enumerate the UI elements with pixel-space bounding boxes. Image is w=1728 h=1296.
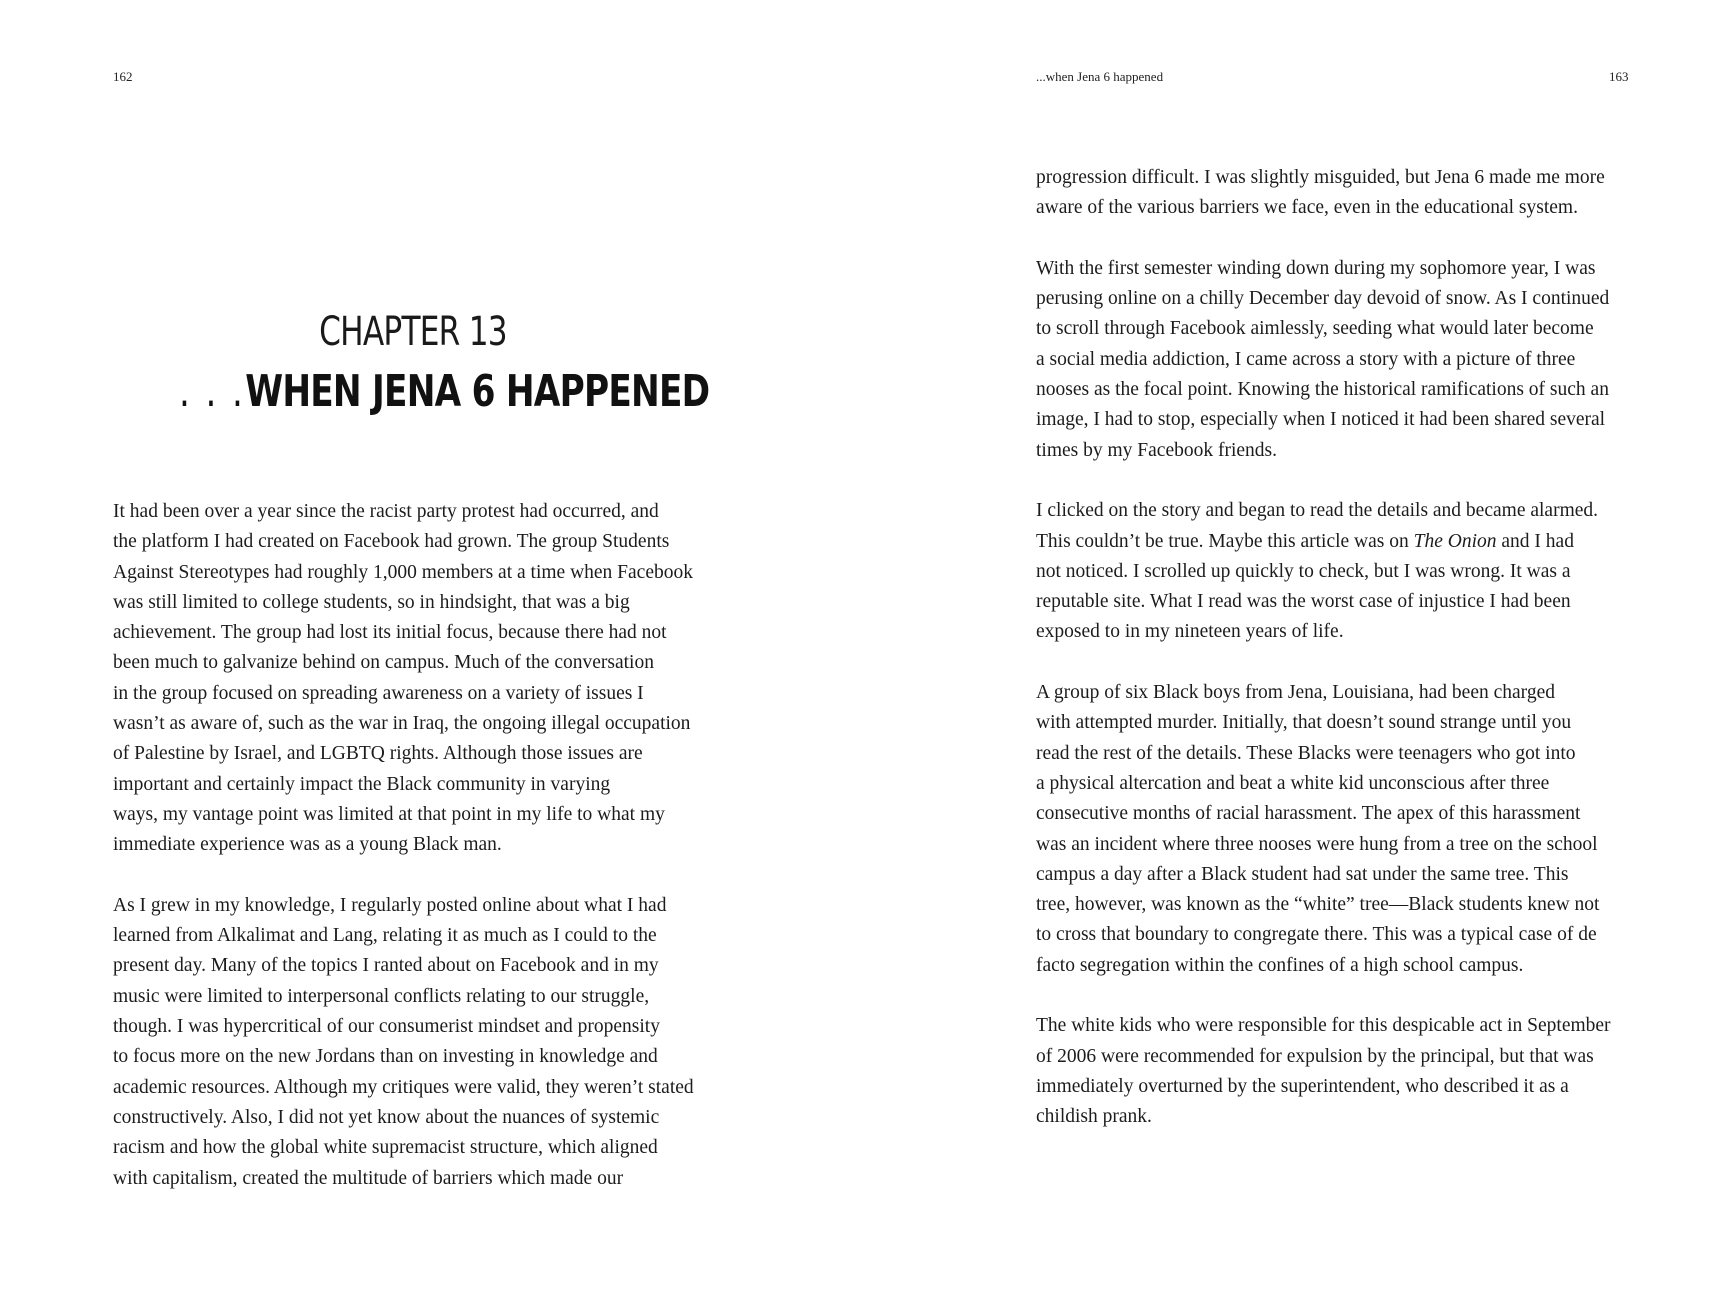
text-line: ways, my vantage point was limited at that point in my life to what my (113, 803, 665, 825)
text-line: was an incident where three nooses were hung from a tree on the school (1036, 833, 1598, 855)
text-line: of Palestine by Israel, and LGBTQ rights. Although those issues are (113, 743, 643, 765)
text-line: childish prank. (1036, 1106, 1152, 1128)
text-line: perusing online on a chilly December day devoid of snow. As I continued (1036, 288, 1610, 310)
paragraph (113, 497, 723, 861)
text-line: As I grew in my knowledge, I regularly posted online about what I had (113, 894, 667, 916)
publication-title: The Onion (1413, 530, 1497, 552)
running-head: ...when Jena 6 happened (1036, 69, 1164, 84)
text-line: A group of six Black boys from Jena, Louisiana, had been charged (1036, 682, 1555, 704)
text-line: with attempted murder. Initially, that doesn’t sound strange until you (1036, 712, 1572, 734)
paragraph (1036, 496, 1646, 647)
text-line: It had been over a year since the racist party protest had occurred, and (113, 501, 659, 522)
text-line: been much to galvanize behind on campus. Much of the conversation (113, 652, 654, 674)
chapter-title-ellipsis: . . . (179, 366, 246, 417)
paragraph (1036, 163, 1646, 224)
text-line: tree, however, was known as the “white” tree—Black students knew not (1036, 894, 1600, 916)
text-line: a social media addiction, I came across a story with a picture of three (1036, 348, 1576, 370)
text-line (1036, 527, 1646, 557)
chapter-title (179, 364, 710, 420)
text-line: With the first semester winding down during my sophomore year, I was (1036, 257, 1596, 279)
text-line: in the group focused on spreading awareness on a variety of issues I (113, 682, 644, 704)
text-line: facto segregation within the confines of a high school campus. (1036, 954, 1524, 976)
left-body-text (113, 497, 723, 1224)
paragraph (113, 891, 723, 1194)
text-line: a physical altercation and beat a white kid unconscious after three (1036, 772, 1550, 794)
text-line: image, I had to stop, especially when I noticed it had been shared several (1036, 409, 1606, 431)
text-line: progression difficult. I was slightly misguided, but Jena 6 made me more (1036, 167, 1605, 188)
text-line: campus a day after a Black student had sat under the same tree. This (1036, 863, 1569, 885)
paragraph (1036, 254, 1646, 466)
text-line: academic resources. Although my critiques were valid, they weren’t stated (113, 1076, 694, 1098)
text-line: important and certainly impact the Black community in varying (113, 773, 611, 795)
text-segment: and I had (1496, 530, 1574, 552)
text-line: though. I was hypercritical of our consumerist mindset and propensity (113, 1016, 660, 1038)
paragraph (1036, 1011, 1646, 1132)
chapter-label: CHAPTER 13 (319, 309, 507, 355)
text-line: wasn’t as aware of, such as the war in Iraq, the ongoing illegal occupation (113, 713, 691, 735)
text-line: not noticed. I scrolled up quickly to check, but I was wrong. It was a (1036, 560, 1571, 582)
page-number-right: 163 (1609, 69, 1629, 84)
text-line: was still limited to college students, so in hindsight, that was a big (113, 591, 630, 613)
text-line: aware of the various barriers we face, even in the educational system. (1036, 197, 1578, 219)
text-line: I clicked on the story and began to read the details and became alarmed. (1036, 500, 1599, 522)
chapter-title-text: WHEN JENA 6 HAPPENED (245, 366, 710, 417)
text-line: to cross that boundary to congregate there. This was a typical case of de (1036, 924, 1597, 946)
text-line: immediate experience was as a young Black man. (113, 834, 502, 856)
text-line: present day. Many of the topics I ranted about on Facebook and in my (113, 955, 659, 977)
text-line: to focus more on the new Jordans than on investing in knowledge and (113, 1046, 658, 1068)
right-body-text (1036, 163, 1646, 1163)
text-line: nooses as the focal point. Knowing the historical ramifications of such an (1036, 379, 1609, 401)
text-line: times by my Facebook friends. (1036, 439, 1277, 461)
text-line: immediately overturned by the superintendent, who described it as a (1036, 1075, 1569, 1097)
text-line: achievement. The group had lost its initial focus, because there had not (113, 622, 667, 644)
page-number-left: 162 (113, 69, 133, 84)
text-line: The white kids who were responsible for this despicable act in September (1036, 1015, 1611, 1037)
text-line: of 2006 were recommended for expulsion by the principal, but that was (1036, 1045, 1594, 1067)
text-line: to scroll through Facebook aimlessly, seeding what would later become (1036, 318, 1594, 340)
text-line: consecutive months of racial harassment. The apex of this harassment (1036, 803, 1581, 825)
text-line: learned from Alkalimat and Lang, relating it as much as I could to the (113, 925, 657, 947)
text-line: reputable site. What I read was the worst case of injustice I had been (1036, 591, 1571, 613)
text-line: music were limited to interpersonal conflicts relating to our struggle, (113, 985, 650, 1007)
paragraph (1036, 678, 1646, 981)
text-line: Against Stereotypes had roughly 1,000 members at a time when Facebook (113, 561, 693, 583)
right-page (864, 0, 1728, 1296)
text-line: read the rest of the details. These Blacks were teenagers who got into (1036, 742, 1576, 764)
text-line: exposed to in my nineteen years of life. (1036, 621, 1344, 643)
text-line: with capitalism, created the multitude of barriers which made our (113, 1167, 624, 1189)
chapter-heading (113, 306, 713, 420)
text-line: the platform I had created on Facebook had grown. The group Students (113, 531, 670, 553)
text-segment: This couldn’t be true. Maybe this article was on (1036, 530, 1414, 552)
text-line: constructively. Also, I did not yet know about the nuances of systemic (113, 1106, 660, 1128)
text-line: racism and how the global white supremacist structure, which aligned (113, 1137, 658, 1159)
